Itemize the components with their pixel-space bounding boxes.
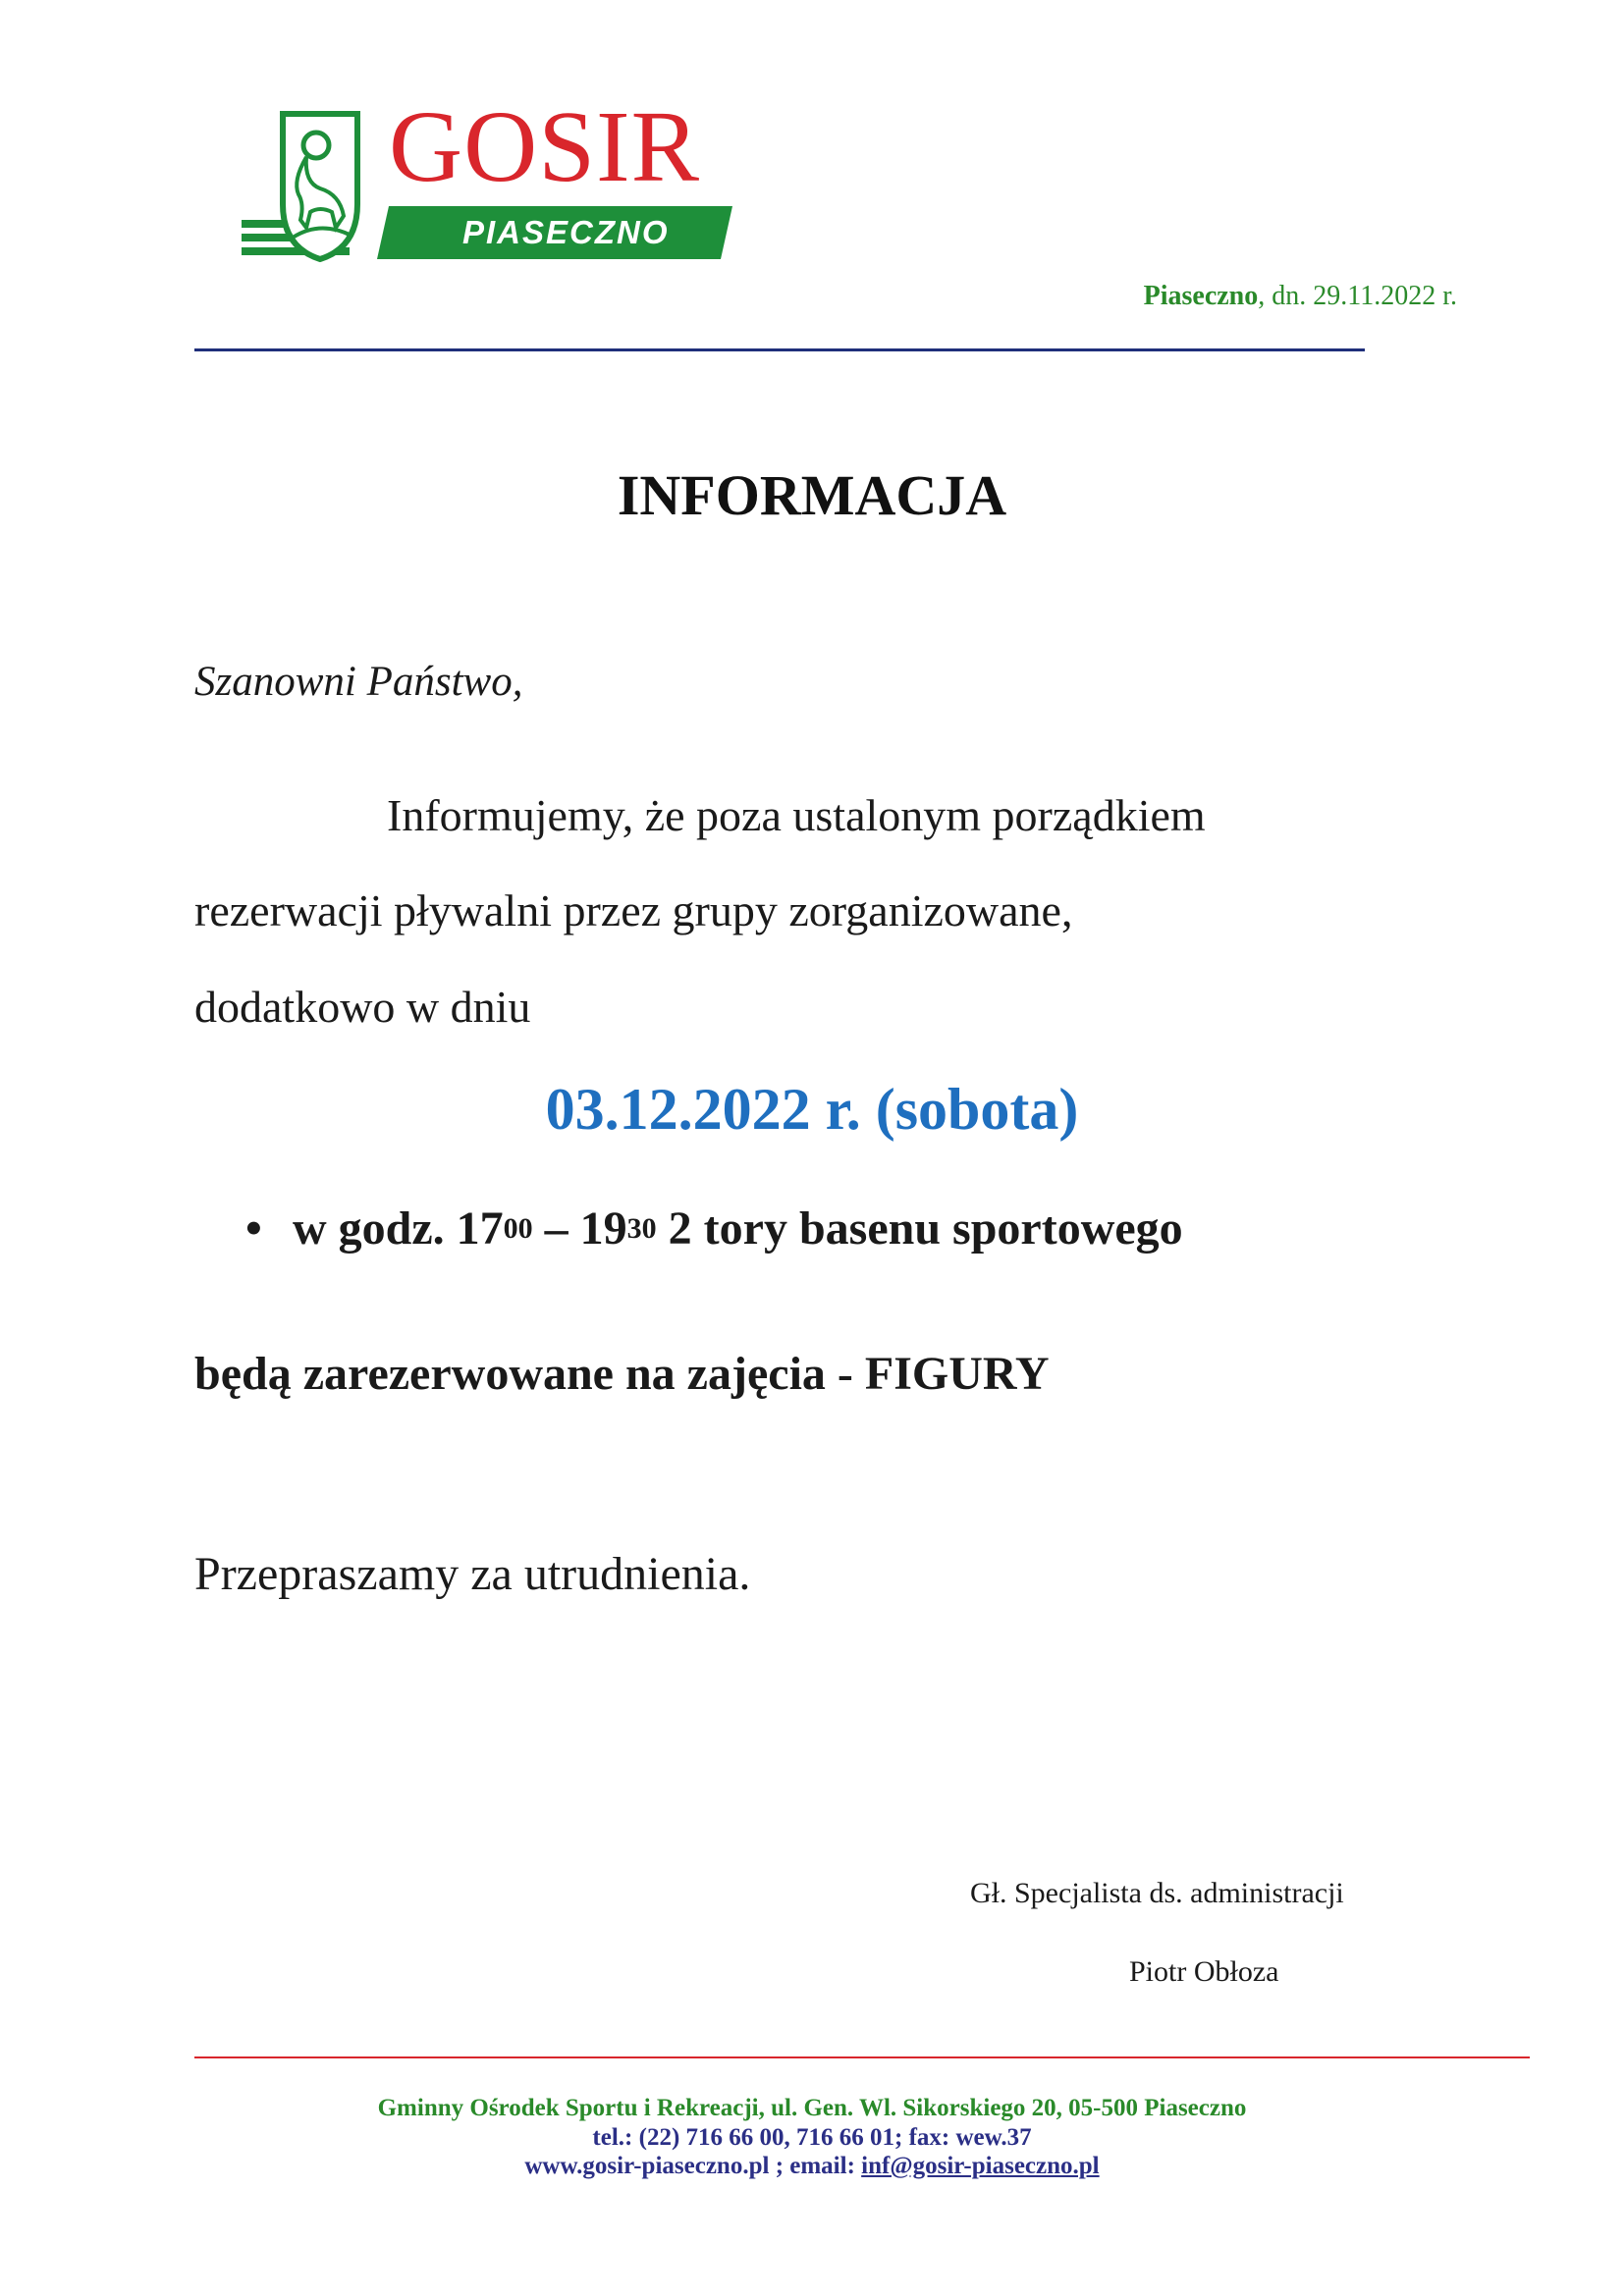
footer-phone: tel.: (22) 716 66 00, 716 66 01; fax: wew.37 [592,2124,1032,2151]
date-line [1144,281,1457,312]
signature-name: Piotr Obłoza [1129,1955,1279,1988]
salutation: Szanowni Państwo, [194,659,523,705]
paragraph-line-3: dodatkowo w dniu [194,982,531,1032]
date-value: , dn. 29.11.2022 r. [1258,281,1457,311]
header-divider [194,348,1365,351]
footer-divider [194,2056,1530,2058]
paragraph-line-1: Informujemy, że poza ustalonym porządkiem [387,790,1206,840]
footer-contact [0,2154,1624,2178]
bullet-dash: – 19 [532,1202,627,1255]
gosir-logo [242,90,732,267]
schedule-bullet [245,1202,1183,1255]
footer-email-link[interactable]: inf@gosir-piaseczno.pl [861,2153,1100,2179]
footer-website[interactable]: www.gosir-piaseczno.pl [524,2153,770,2179]
reserved-line: będą zarezerwowane na zajęcia - FIGURY [194,1348,1050,1400]
bullet-prefix: w godz. 17 [293,1202,504,1255]
signature-role: Gł. Specjalista ds. administracji [970,1877,1344,1909]
document-title: INFORMACJA [617,463,1007,527]
end-minutes: 30 [626,1212,657,1245]
date-city: Piaseczno [1143,281,1259,311]
bullet-suffix: 2 tory basenu sportowego [656,1202,1183,1255]
logo-wordmark: GOSIR [389,90,701,203]
highlighted-date: 03.12.2022 r. (sobota) [545,1077,1079,1142]
apology-text: Przepraszamy za utrudnienia. [194,1548,751,1600]
logo-subtitle: PIASECZNO [462,214,670,250]
start-minutes: 00 [503,1212,533,1245]
paragraph-line-2: rezerwacji pływalni przez grupy zorganizowane, [194,885,1073,935]
footer-separator: ; email: [769,2153,862,2179]
bullet-icon: • [245,1202,262,1255]
footer-address: Gminny Ośrodek Sportu i Rekreacji, ul. Gen. Wl. Sikorskiego 20, 05-500 Piaseczno [377,2095,1247,2121]
